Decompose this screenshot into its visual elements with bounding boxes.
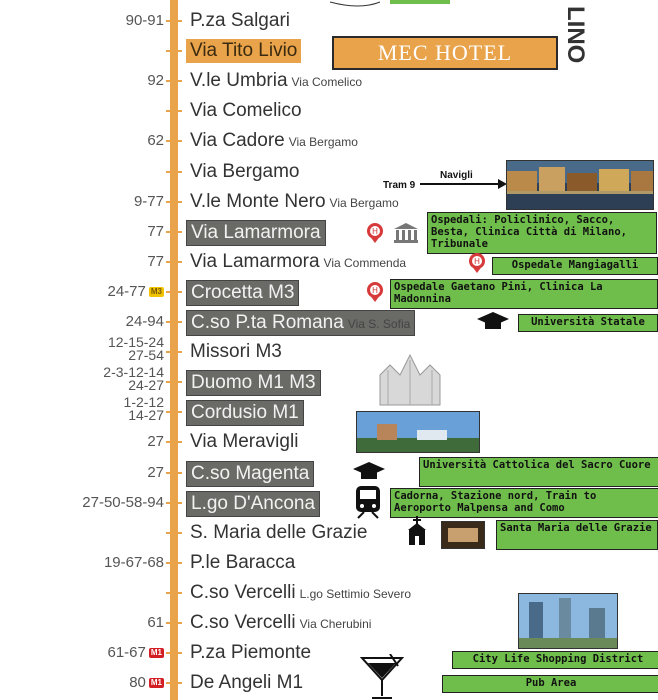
stop-lines: [108, 284, 165, 299]
stop-name[interactable]: [186, 280, 299, 306]
stop-name-label: C.so Magenta: [191, 462, 310, 484]
header-vertical-text: LINO: [562, 6, 589, 64]
note-statale: Università Statale: [518, 314, 658, 332]
stop-name[interactable]: [186, 370, 321, 396]
stop-lines: [104, 555, 164, 570]
stop-tick: [166, 261, 182, 263]
stop-lines-text: 61: [147, 614, 164, 631]
stop-name[interactable]: [186, 69, 366, 93]
stop-lines-line: 24-27: [128, 377, 164, 394]
stop-tick: [166, 110, 182, 112]
note-mangiagalli: Ospedale Mangiagalli: [492, 257, 658, 275]
stop-tick: [166, 472, 182, 474]
stop-row: [0, 36, 658, 66]
stop-lines: [147, 133, 164, 148]
tram-9-label: Tram 9: [383, 180, 416, 191]
courthouse-icon: [392, 222, 420, 244]
hospital-pin-icon: [466, 252, 488, 274]
stop-tick: [166, 562, 182, 564]
stop-tick: [166, 622, 182, 624]
stop-name[interactable]: [186, 310, 415, 336]
stop-row: [0, 427, 658, 457]
stop-name-label: Via Meravigli: [190, 431, 299, 453]
stop-tick: [166, 441, 182, 443]
stop-name-label: V.le Umbria: [190, 70, 288, 92]
stop-name-label: P.za Piemonte: [190, 642, 312, 664]
note-grazie: Santa Maria delle Grazie: [496, 520, 658, 550]
stop-name-label: C.so Vercelli: [190, 612, 296, 633]
svg-text:H: H: [473, 257, 481, 266]
stop-row: [0, 6, 658, 36]
stop-row: [0, 334, 658, 367]
stop-tick: [166, 351, 182, 353]
stop-tick: [166, 201, 182, 203]
stop-tick: [166, 592, 182, 594]
stop-name[interactable]: [186, 9, 294, 33]
stop-lines-line: 1-2-12: [123, 394, 164, 411]
stop-lines-text: 77: [147, 222, 164, 240]
stop-tick: [166, 682, 182, 684]
stop-tick: [166, 80, 182, 82]
hospital-pin-icon: [364, 222, 386, 244]
stop-lines-text: 27: [147, 463, 164, 481]
note-citylife: City Life Shopping District: [452, 651, 658, 669]
stop-lines-text: 19-67-68: [103, 553, 164, 571]
duomo-photo: [370, 350, 450, 410]
stop-name[interactable]: [186, 641, 315, 665]
stop-name-label: C.so P.ta Romana: [191, 312, 344, 333]
top-decoration-icon: [300, 0, 460, 10]
stop-lines: [147, 434, 164, 449]
stop-lines-text: 24-94: [125, 313, 164, 330]
stop-cross-street: L.go Settimio Severo: [299, 586, 412, 601]
stop-name-label: P.za Salgari: [190, 10, 290, 31]
stop-lines: [147, 73, 164, 88]
stop-lines: [126, 314, 164, 329]
cocktail-icon: [360, 654, 404, 700]
stop-name-label: Cordusio M1: [191, 402, 299, 424]
stop-row: [0, 126, 658, 156]
stop-lines: [147, 615, 164, 630]
note-ospedali: Ospedali: Policlinico, Sacco, Besta, Clinica Città di Milano, Tribunale: [427, 212, 657, 254]
stop-lines-text: 27: [147, 433, 164, 451]
stop-name-label: Via Lamarmora: [190, 250, 320, 272]
grazie-interior-image: [442, 522, 484, 548]
stop-lines-text: 24-77: [107, 282, 146, 300]
stop-lines-text: 77: [147, 252, 164, 270]
svg-text:H: H: [371, 227, 379, 236]
stop-tick: [166, 171, 182, 173]
stop-name-label: Duomo M1 M3: [191, 372, 316, 394]
stop-name[interactable]: [186, 430, 302, 454]
stop-lines-text: 92: [147, 72, 164, 90]
stop-name-label: Via Lamarmora: [191, 221, 321, 243]
stop-cross-street: Via Cherubini: [299, 617, 372, 631]
metro-badge: M1: [150, 678, 162, 688]
stop-name[interactable]: [186, 340, 286, 364]
stop-name-label: S. Maria delle Grazie: [190, 521, 368, 543]
stop-tick: [166, 381, 182, 383]
stop-name[interactable]: [186, 220, 326, 246]
stop-name[interactable]: [186, 190, 403, 214]
stop-name[interactable]: [186, 461, 314, 487]
note-pub: Pub Area: [442, 675, 658, 693]
stop-tick: [166, 231, 182, 233]
stop-tick: [166, 411, 182, 413]
stop-lines: [147, 224, 164, 239]
note-pini: Ospedale Gaetano Pini, Clinica La Madonnina: [390, 279, 658, 309]
note-cattolica: Università Cattolica del Sacro Cuore: [419, 457, 658, 487]
stop-lines-text: 62: [147, 132, 164, 150]
stop-name-label: Via Cadore: [190, 130, 285, 152]
navigli-photo: [506, 160, 654, 210]
stop-tick: [166, 532, 182, 534]
stop-lines-text: 9-77: [133, 192, 164, 210]
stop-name[interactable]: [186, 160, 304, 184]
stop-tick: [166, 652, 182, 654]
stop-lines-text: 80: [129, 674, 146, 692]
stop-lines-text: 90-91: [125, 12, 164, 29]
stop-lines: [147, 465, 164, 480]
castello-photo: [356, 411, 480, 453]
stop-row: [0, 96, 658, 126]
note-cadorna: Cadorna, Stazione nord, Train to Aeroporto Malpensa and Como: [390, 488, 658, 518]
stop-name[interactable]: [186, 611, 375, 635]
stop-name-label: Via Bergamo: [190, 160, 300, 182]
stop-name[interactable]: [186, 491, 320, 517]
stop-name-label: Missori M3: [190, 341, 282, 363]
stop-name-label: P.le Baracca: [190, 551, 296, 573]
hotel-label: MEC HOTEL: [332, 36, 558, 70]
hospital-pin-icon: [364, 281, 386, 303]
svg-text:H: H: [371, 286, 379, 295]
stop-name-label: C.so Vercelli: [190, 581, 296, 603]
stop-cross-street: Via Bergamo: [329, 195, 399, 210]
stop-lines-line: 27-54: [128, 347, 164, 364]
stop-name[interactable]: [186, 39, 301, 63]
stop-name[interactable]: [186, 671, 307, 695]
stop-name[interactable]: [186, 129, 362, 153]
stop-lines: [124, 396, 164, 422]
stop-lines-line: 2-3-12-14: [103, 364, 164, 381]
stop-row: [0, 394, 658, 427]
stop-name[interactable]: [186, 400, 304, 426]
stop-cross-street: Via Bergamo: [288, 135, 358, 150]
metro-badge: M3: [150, 286, 162, 296]
stop-name-label: Crocetta M3: [191, 281, 295, 303]
stop-lines: [103, 366, 164, 392]
stop-name[interactable]: [186, 551, 299, 575]
stop-name-label: Via Comelico: [190, 100, 302, 122]
stop-name-label: Via Tito Livio: [190, 40, 298, 62]
stop-lines: [134, 194, 164, 209]
graduation-cap-icon: [352, 460, 386, 482]
castello-image: [357, 412, 479, 452]
stop-tick: [166, 291, 182, 293]
grazie-photo: [441, 521, 485, 549]
stop-lines-text: 27-50-58-94: [82, 493, 164, 511]
navigli-canal-image: [507, 161, 653, 209]
stop-row: [0, 364, 658, 397]
stop-name[interactable]: [186, 250, 410, 274]
stop-name-label: De Angeli M1: [190, 672, 304, 694]
arrow-right-icon: [418, 178, 508, 190]
stop-name[interactable]: [186, 99, 306, 123]
stop-name[interactable]: [186, 521, 371, 545]
stop-name-label: V.le Monte Nero: [190, 190, 326, 212]
navigli-label: Navigli: [440, 170, 473, 181]
citylife-skyline-image: [519, 594, 617, 648]
stop-tick: [166, 140, 182, 142]
stop-lines: [82, 495, 164, 510]
train-icon: [352, 484, 384, 520]
graduation-cap-icon: [476, 310, 510, 332]
stop-lines-text: 61-67: [107, 644, 146, 662]
stop-lines-line: 12-15-24: [107, 334, 164, 351]
stop-row: [0, 66, 658, 96]
stop-lines: [108, 336, 164, 362]
stop-row: [0, 548, 658, 578]
stop-tick: [166, 50, 182, 52]
duomo-cathedral-image: [370, 350, 450, 410]
stop-lines: [108, 645, 165, 660]
stop-name-label: L.go D'Ancona: [191, 492, 316, 514]
stop-lines-line: 14-27: [128, 407, 164, 424]
metro-badge: M1: [150, 648, 162, 658]
stop-tick: [166, 321, 182, 323]
stop-cross-street: Via Commenda: [323, 255, 407, 270]
stop-cross-street: Via Comelico: [291, 75, 362, 90]
stop-name[interactable]: [186, 581, 415, 605]
stop-lines: [126, 13, 164, 28]
stop-cross-street: Via S. Sofia: [347, 317, 411, 331]
citylife-photo: [518, 593, 618, 649]
church-icon: [404, 516, 430, 546]
stop-lines: [147, 254, 164, 269]
stop-tick: [166, 20, 182, 22]
stop-tick: [166, 502, 182, 504]
stop-lines: [129, 675, 164, 690]
